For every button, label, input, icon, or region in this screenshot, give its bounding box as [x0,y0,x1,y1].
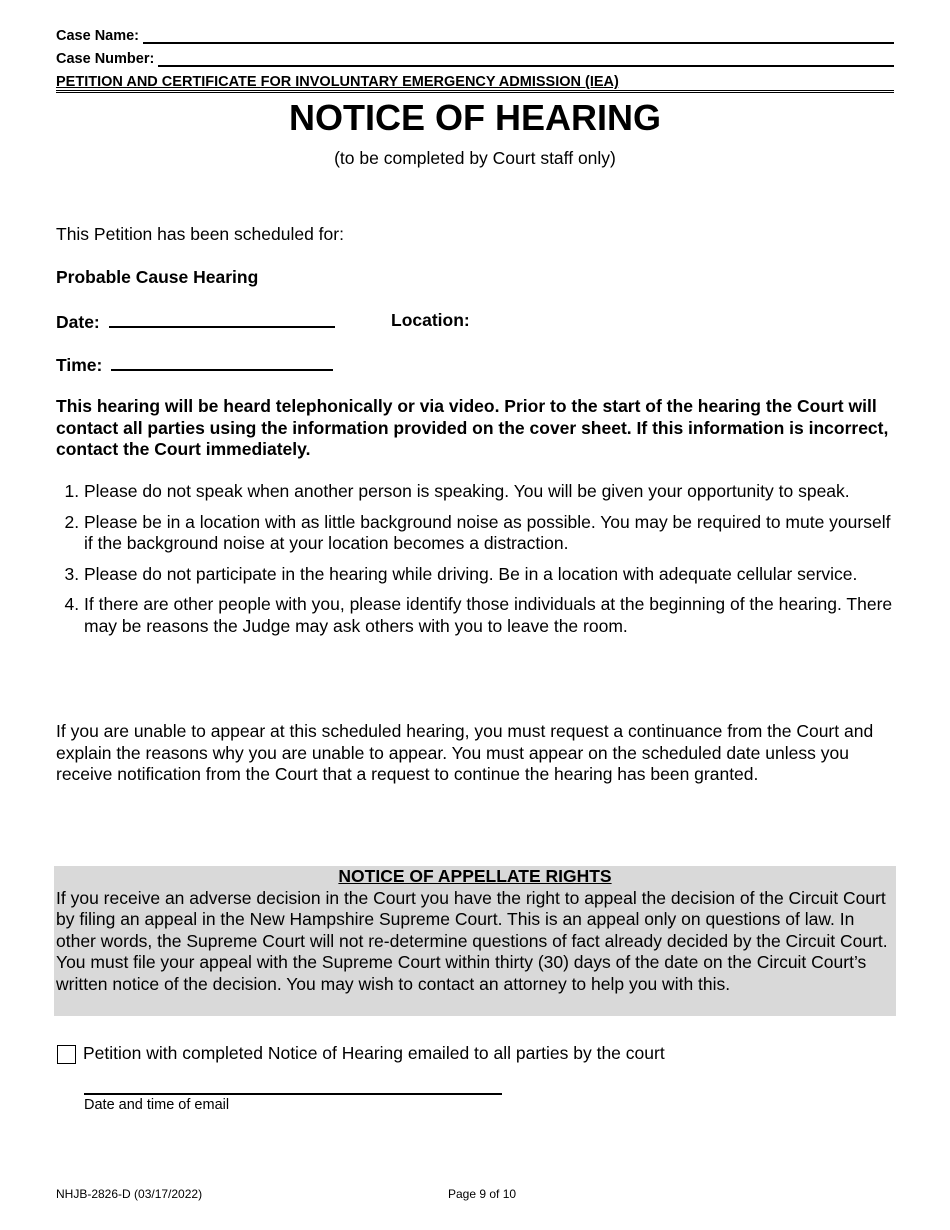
email-sent-checkbox[interactable] [57,1045,76,1064]
hearing-rules-list [56,481,894,646]
date-field[interactable] [109,310,335,328]
hearing-type: Probable Cause Hearing [56,267,259,287]
case-number-field[interactable] [158,53,894,67]
appellate-heading: NOTICE OF APPELLATE RIGHTS [338,866,612,886]
list-item: 1. Please do not speak when another person is speaking. You will be given your opportunity to speak. [84,481,894,503]
appellate-rights-box [54,866,896,1016]
date-row [56,310,894,334]
email-date-label: Date and time of email [84,1097,230,1113]
date-label: Date: [56,312,100,332]
continuance-text: If you are unable to appear at this scheduled hearing, you must request a continuance from the Court and explain the reasons why you are unable to appear. You must appear on the scheduled date unless you receive notification from the Court that a request to continue the hearing has been granted. [56,721,874,784]
email-date-field[interactable] [84,1093,502,1095]
form-title: PETITION AND CERTIFICATE FOR INVOLUNTARY EMERGENCY ADMISSION (IEA) [56,74,894,93]
time-field[interactable] [111,353,333,371]
telephonic-notice: This hearing will be heard telephonically or via video. Prior to the start of the hearing the Court will contact all parties using the information provided on the cover sheet. If this information is incorrect, contact the Court immediately. [56,396,889,459]
case-number-label: Case Number: [56,51,155,67]
time-row [56,353,894,377]
page-number: Page 9 of 10 [448,1187,517,1201]
page-title: NOTICE OF HEARING [288,97,661,138]
appellate-body: If you receive an adverse decision in the Court you have the right to appeal the decision of the Circuit Court by filing an appeal in the New Hampshire Supreme Court. This is an appeal only on questions of law. In other words, the Supreme Court will not re-determine questions of fact already decided by the Circuit Court. You must file your appeal with the Supreme Court within thirty (30) days of the date on the Circuit Court’s written notice of the decision. You may wish to contact an attorney to help you with this. [56,887,888,994]
case-number-row [56,51,894,67]
list-item: 2. Please be in a location with as little background noise as possible. You may be required to mute yourself if the background noise at your location becomes a distraction. [84,512,894,555]
form-id: NHJB-2826-D (03/17/2022) [56,1187,203,1201]
case-name-label: Case Name: [56,28,140,44]
list-item: 4. If there are other people with you, please identify those individuals at the beginning of the hearing. There may be reasons the Judge may ask others with you to leave the room. [84,594,894,637]
page-subtitle: (to be completed by Court staff only) [334,148,616,168]
email-sent-label: Petition with completed Notice of Hearing emailed to all parties by the court [83,1043,665,1063]
list-item: 3. Please do not participate in the hearing while driving. Be in a location with adequate cellular service. [84,564,894,586]
time-label: Time: [56,355,103,375]
case-name-field[interactable] [143,30,894,44]
scheduled-text: This Petition has been scheduled for: [56,224,344,244]
case-name-row [56,28,894,44]
location-label: Location: [391,310,470,330]
